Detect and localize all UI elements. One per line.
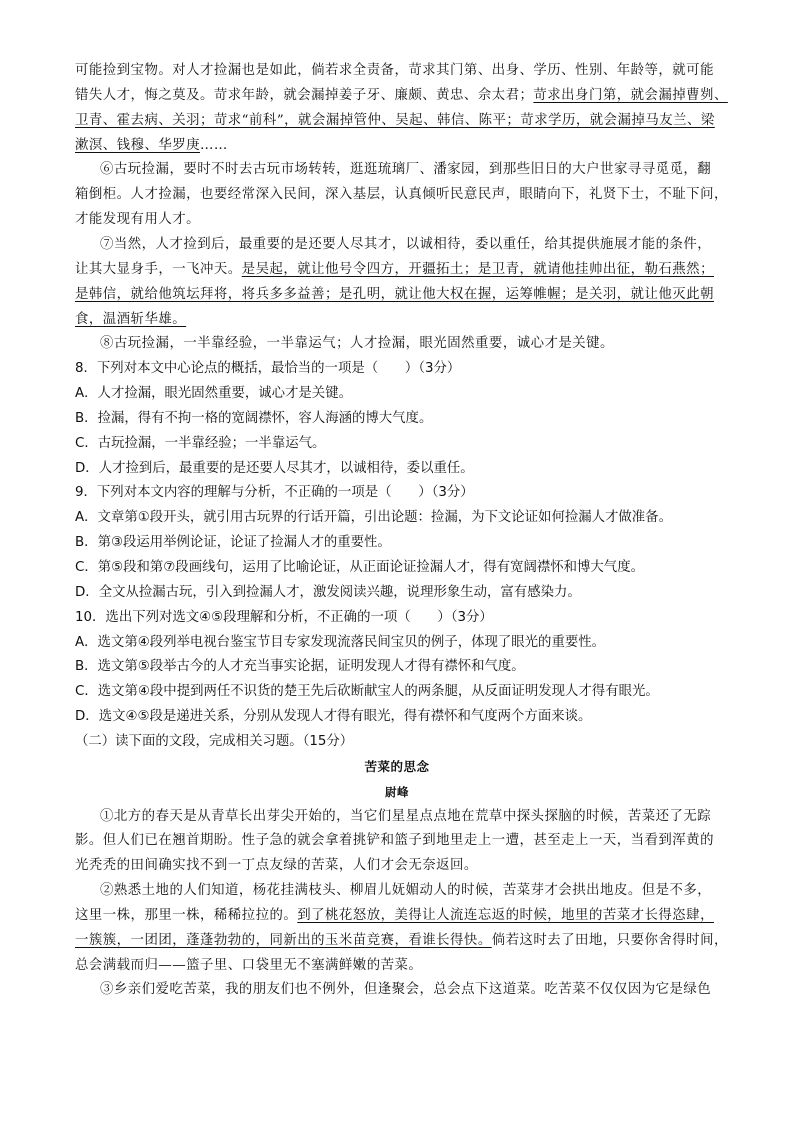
question-9-option-A: A．文章第①段开头，就引用古玩界的行话开篇，引出论题：捡漏，为下文论证如何捡漏人才做准备。 — [75, 510, 672, 525]
text-segment: 光秃秃的田间确实找不到一丁点友绿的苦菜，人们才会无奈返回。 — [75, 858, 478, 873]
text-segment: ⑦当然，人才捡到后，最重要的是还要人尽其才，以诚相待，委以重任，给其提供施展才能的条件， — [100, 237, 712, 252]
paragraph-3 — [100, 981, 711, 1001]
underlined-text: 是吴起，就让他号令四方，开疆拓土；是卫青，就请他挂帅出征，勒石燕然； — [241, 262, 714, 277]
question-9-stem: 9．下列对本文内容的理解与分析，不正确的一项是（ ）（3分） — [75, 485, 474, 500]
question-9-option-B: B．第③段运用举例论证，论证了捡漏人才的重要性。 — [75, 535, 391, 550]
paragraph-continued — [75, 112, 715, 132]
question-8-option-A: A．人才捡漏，眼光固然重要，诚心才是关键。 — [75, 386, 352, 401]
paragraph-2 — [100, 882, 711, 902]
paragraph-7 — [75, 311, 186, 331]
paragraph-2 — [75, 907, 714, 927]
paragraph-6 — [75, 211, 200, 231]
text-segment: 可能捡到宝物。对人才捡漏也是如此，倘若求全责备，苛求其门第、出身、学历、性别、年龄等，就可能 — [75, 63, 714, 78]
paragraph-8 — [100, 335, 614, 355]
section-heading: （二）读下面的文段，完成相关习题。（15分） — [75, 734, 354, 749]
paragraph-continued — [75, 137, 228, 157]
paragraph-7 — [75, 261, 714, 281]
question-8-option-C: C．古玩捡漏，一半靠经验；一半靠运气。 — [75, 436, 326, 451]
text-segment: 倘若这时去了田地，只要你舍得时间， — [491, 933, 728, 948]
question-10-stem: 10．选出下列对选文④⑤段理解和分析，不正确的一项（ ）（3分） — [75, 610, 493, 625]
text-segment: ⑧古玩捡漏，一半靠经验，一半靠运气；人才捡漏，眼光固然重要，诚心才是关键。 — [100, 336, 614, 351]
question-8-option-B: B．捡漏，得有不拘一格的宽阔襟怀，容人海涵的博大气度。 — [75, 411, 433, 426]
text-segment: ⑥古玩捡漏，要时不时去古玩市场转转，逛逛琉璃厂、潘家园，到那些旧日的大户世家寻寻觅觅，翻 — [100, 162, 712, 177]
underlined-text: 到了桃花怒放，美得让人流连忘返的时候，地里的苦菜才长得恣肆， — [297, 908, 714, 923]
underlined-text: 苛求出身门第，就会漏掉曹刿、 — [533, 88, 728, 103]
underlined-text: 食，温酒斩华雄。 — [75, 312, 187, 327]
article-author: 尉峰 — [385, 785, 409, 799]
text-segment: 错失人才，悔之莫及。苛求年龄，就会漏掉姜子牙、廉颇、黄忠、佘太君； — [75, 88, 534, 103]
paragraph-continued — [75, 87, 728, 107]
paragraph-1 — [75, 857, 478, 877]
question-9-option-C: C．第⑤段和第⑦段画线句，运用了比喻论证，从正面论证捡漏人才，得有宽阔襟怀和博大气度。 — [75, 560, 644, 575]
question-9-option-D: D．全文从捡漏古玩，引入到捡漏人才，激发阅读兴趣，说理形象生动，富有感染力。 — [75, 585, 581, 600]
question-10-option-C: C．选文第④段中提到两任不识货的楚王先后砍断献宝人的两条腿，从反面证明发现人才得有眼光。 — [75, 684, 659, 699]
text-segment: ③乡亲们爱吃苦菜，我的朋友们也不例外，但逢聚会，总会点下这道菜。吃苦菜不仅仅因为它是绿色 — [100, 982, 712, 997]
paragraph-7 — [75, 286, 714, 306]
text-segment: ②熟悉土地的人们知道，杨花挂满枝头、柳眉儿妩媚动人的时候，苦菜芽才会拱出地皮。但是不多， — [100, 883, 712, 898]
article-title: 苦菜的思念 — [364, 759, 430, 774]
text-segment: 让其大显身手，一飞冲天。 — [75, 262, 242, 277]
text-segment: ①北方的春天是从青草长出芽尖开始的，当它们星星点点地在荒草中探头探脑的时候，苦菜还了无踪 — [100, 809, 712, 824]
paragraph-7 — [100, 236, 711, 256]
text-segment: 箱倒柜。人才捡漏，也要经常深入民间，深入基层，认真倾听民意民声，眼睛向下，礼贤下士，不耻下问， — [75, 187, 728, 202]
underlined-text: 漱溟、钱穆、华罗庚 — [75, 138, 201, 153]
question-10-option-D: D．选文④⑤段是递进关系，分别从发现人才得有眼光，得有襟怀和气度两个方面来谈。 — [75, 709, 592, 724]
text-segment: …… — [200, 138, 228, 153]
question-8-stem: 8．下列对本文中心论点的概括，最恰当的一项是（ ）（3分） — [75, 361, 461, 376]
underlined-text: 卫青、霍去病、关羽；苛求“前科”，就会漏掉管仲、吴起、韩信、陈平；苛求学历，就会漏掉马友兰、梁 — [75, 113, 715, 128]
underlined-text: 是韩信，就给他筑坛拜将，将兵多多益善；是孔明，就让他大权在握，运筹帷幄；是关羽，就让他灭此朝 — [75, 287, 714, 302]
paragraph-2 — [75, 957, 422, 977]
question-10-option-B: B．选文第⑤段举古今的人才充当事实论据，证明发现人才得有襟怀和气度。 — [75, 659, 525, 674]
paragraph-2 — [75, 932, 728, 952]
paragraph-6 — [100, 161, 711, 181]
paragraph-1 — [75, 832, 714, 852]
underlined-text: 一簇簇，一团团，蓬蓬勃勃的，同新出的玉米苗竞赛，看谁长得快。 — [75, 933, 492, 948]
paragraph-continued — [75, 62, 714, 82]
text-segment: 才能发现有用人才。 — [75, 212, 201, 227]
paragraph-6 — [75, 186, 728, 206]
text-segment: 这里一株，那里一株，稀稀拉拉的。 — [75, 908, 298, 923]
question-8-option-D: D．人才捡到后，最重要的是还要人尽其才，以诚相待，委以重任。 — [75, 461, 474, 476]
text-segment: 影。但人们已在翘首期盼。性子急的就会拿着挑铲和篮子到地里走上一遭，甚至走上一天，当看到浑黄的 — [75, 833, 714, 848]
text-segment: 总会满载而归——篮子里、口袋里无不塞满鲜嫩的苦菜。 — [75, 958, 423, 973]
paragraph-1 — [100, 808, 711, 828]
question-10-option-A: A．选文第④段列举电视台鉴宝节目专家发现流落民间宝贝的例子，体现了眼光的重要性。 — [75, 635, 606, 650]
